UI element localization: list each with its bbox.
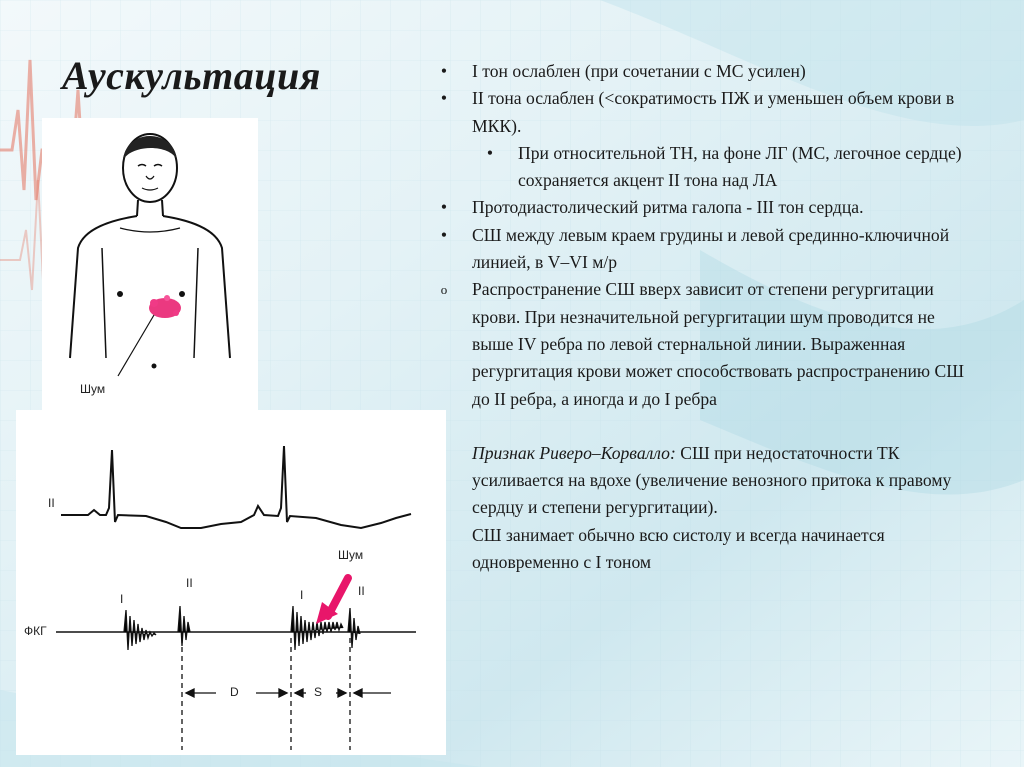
- bullet-marker: •: [440, 197, 448, 218]
- bullet-item: [430, 222, 970, 277]
- diastole-label: D: [230, 685, 239, 699]
- bullet-marker: •: [486, 142, 494, 163]
- bullet-item: [430, 276, 970, 412]
- closing-paragraph: СШ занимает обычно всю систолу и всегда начинается одновременно с I тоном: [472, 524, 885, 573]
- bullet-text: При относительной ТН, на фоне ЛГ (МС, легочное сердце) сохраняется акцент II тона над ЛА: [518, 142, 962, 191]
- bullet-marker: •: [440, 224, 448, 245]
- murmur-area: [149, 295, 181, 318]
- systole-label: S: [314, 685, 323, 699]
- bullet-text: Протодиастолический ритма галопа - III тон сердца.: [472, 197, 864, 218]
- slide-title: Аускультация: [62, 53, 321, 98]
- bullet-text: II тона ослаблен (<сократимость ПЖ и уменьшен объем крови в МКК).: [472, 88, 955, 136]
- ecg-lead-label: II: [48, 496, 55, 510]
- bullet-marker: •: [440, 88, 448, 109]
- sub-bullet-item: [430, 140, 970, 195]
- patient-illustration: [42, 118, 258, 418]
- rivero-title: Признак Риверо–Корвалло:: [472, 442, 676, 463]
- murmur-label-top: Шум: [80, 382, 106, 396]
- bullet-text: СШ между левым краем грудины и левой срединно-ключичной линией, в V–VI м/р: [472, 224, 950, 273]
- bullet-item: [430, 58, 970, 85]
- murmur-label-bottom: Шум: [338, 548, 364, 562]
- pcg-label: ФКГ: [24, 624, 47, 638]
- bullet-marker: •: [440, 61, 448, 81]
- tone-1-label-b: I: [300, 588, 304, 602]
- rivero-text: СШ при недостаточности ТК усиливается на вдохе (увеличение венозного притока к правому сердцу и степени регургитации).: [472, 442, 952, 518]
- tone-2-label-b: II: [358, 584, 365, 598]
- ecg-pcg-figure: [16, 410, 446, 755]
- rivero-paragraph: [430, 440, 970, 522]
- bullet-marker: o: [440, 282, 448, 298]
- slide-content: [430, 58, 970, 576]
- bullet-item: [430, 85, 970, 140]
- bullet-text: Распространение СШ вверх зависит от степени регургитации крови. При незначительной регургитации шум проводится не выше IV ребра по левой стернальной линии. Выраженная регургитация крови может способствовать распространению СШ до II ребра, а иногда и до I ребра: [472, 279, 964, 409]
- bullet-item: [430, 194, 970, 221]
- tone-2-label-a: II: [186, 576, 193, 590]
- tone-1-label-a: I: [120, 592, 124, 606]
- ecg-trace: [61, 446, 411, 528]
- bullet-text: I тон ослаблен (при сочетании с МС усилен): [472, 61, 806, 81]
